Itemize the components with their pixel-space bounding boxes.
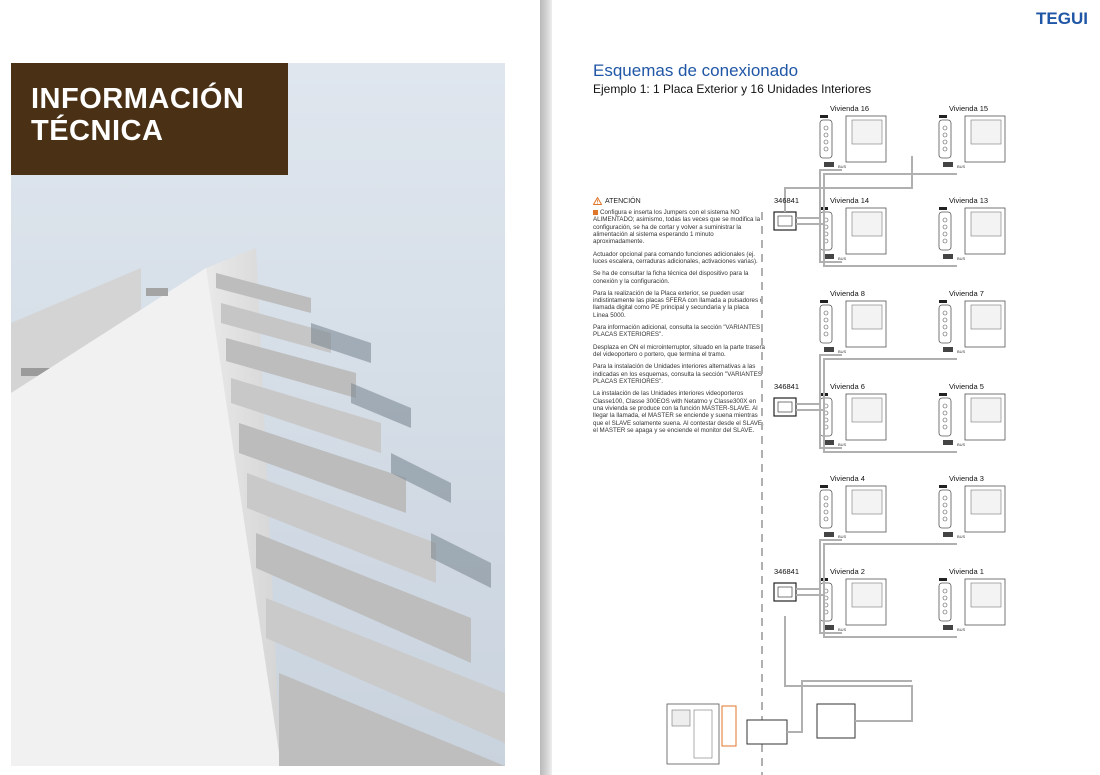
bus-wire	[796, 540, 842, 589]
bus-wire	[796, 170, 842, 218]
bus-label: BUS	[838, 534, 847, 539]
bus-terminal-icon	[824, 440, 834, 445]
distributor-module-icon	[774, 583, 796, 601]
module-label: 346841	[774, 567, 800, 576]
handset-icon	[820, 212, 832, 250]
unit-label: Vivienda 14	[830, 196, 870, 205]
bus-label: BUS	[838, 164, 847, 169]
unit-label: Vivienda 16	[830, 104, 870, 113]
outdoor-panel-keypad-icon	[694, 710, 712, 758]
attention-text: Configura e inserta los Jumpers con el sistema NO ALIMENTADO; asimismo, todas las veces que se modifica la configuración, se ha de cortar y volver a suministrar la alimentación al sistema esperando 1 minuto aproximadamente.	[593, 209, 761, 246]
interface-module-icon	[747, 720, 787, 744]
title-line-1: INFORMACIÓN	[31, 83, 245, 115]
unit-label: Vivienda 4	[830, 474, 865, 483]
jumper-icon	[820, 115, 828, 118]
bus-label: BUS	[957, 627, 966, 632]
bus-terminal-icon	[943, 532, 953, 537]
monitor-screen-icon	[852, 212, 882, 236]
unit-label: Vivienda 3	[949, 474, 984, 483]
wiring-diagram	[552, 96, 1100, 775]
bus-label: BUS	[957, 256, 966, 261]
bus-wire	[796, 355, 842, 404]
monitor-screen-icon	[852, 398, 882, 422]
bus-label: BUS	[957, 442, 966, 447]
jumper-icon	[820, 300, 828, 303]
brand-logo: TEGUI	[1036, 9, 1088, 28]
power-supply-icon	[817, 704, 855, 738]
handset-icon	[939, 120, 951, 158]
bus-label: BUS	[957, 534, 966, 539]
monitor-screen-icon	[971, 212, 1001, 236]
monitor-screen-icon	[852, 305, 882, 329]
page-heading: Esquemas de conexionado	[593, 61, 799, 80]
bus-terminal-icon	[943, 162, 953, 167]
supply-wire	[855, 686, 912, 721]
wiring-lines	[552, 96, 1100, 775]
attention-paragraph: Se ha de consultar la ficha técnica del dispositivo para la conexión y la configuración.	[593, 270, 749, 285]
handset-icon	[939, 212, 951, 250]
monitor-screen-icon	[852, 120, 882, 144]
module-label: 346841	[774, 382, 800, 391]
trunk-wire	[785, 616, 912, 696]
unit-label: Vivienda 8	[830, 289, 865, 298]
bus-terminal-icon	[943, 625, 953, 630]
page-subheading: Ejemplo 1: 1 Placa Exterior y 16 Unidades Interiores	[593, 82, 872, 96]
attention-paragraph: Para la realización de la Placa exterior, se pueden usar indistintamente las placas SFERA con llamada a pulsadores o llamada digital como PE principal y secundaria y la placa Línea 5000.	[593, 289, 764, 319]
bus-terminal-icon	[824, 532, 834, 537]
jumper-icon	[939, 578, 947, 581]
handset-icon	[820, 120, 832, 158]
monitor-screen-icon	[852, 490, 882, 514]
bus-label: BUS	[838, 442, 847, 447]
bus-label: BUS	[957, 164, 966, 169]
bus-label: BUS	[838, 349, 847, 354]
title-line-2: TÉCNICA	[31, 115, 164, 147]
monitor-screen-icon	[971, 490, 1001, 514]
attention-paragraph: Actuador opcional para comando funciones adicionales (ej. luces escalera, cerraduras adicionales, activaciones varias).	[593, 250, 758, 265]
unit-label: Vivienda 6	[830, 382, 865, 391]
monitor-screen-icon	[971, 583, 1001, 607]
distributor-module-icon	[774, 398, 796, 416]
bus-terminal-icon	[824, 347, 834, 352]
bus-label: BUS	[838, 627, 847, 632]
attention-paragraph: Desplaza en ON el microinterruptor, situado en la parte trasera del videoportero o portero, que termina el tramo.	[593, 343, 765, 358]
bus-terminal-icon	[943, 440, 953, 445]
outdoor-panel-camera-icon	[672, 710, 690, 726]
unit-label: Vivienda 7	[949, 289, 984, 298]
attention-paragraph: Para información adicional, consulta la sección "VARIANTES PLACAS EXTERIORES".	[593, 324, 761, 339]
bus-terminal-icon	[943, 254, 953, 259]
jumper-icon	[939, 485, 947, 488]
bus-terminal-icon	[824, 254, 834, 259]
bus-label: BUS	[957, 349, 966, 354]
monitor-screen-icon	[852, 583, 882, 607]
unit-label: Vivienda 13	[949, 196, 989, 205]
unit-label: Vivienda 15	[949, 104, 989, 113]
jumper-icon	[939, 300, 947, 303]
attention-title: ATENCIÓN	[605, 197, 641, 205]
monitor-screen-icon	[971, 398, 1001, 422]
attention-paragraph: La instalación de las Unidades interiores videoporteros Classe100, Classe 300EOS with Netatmo y Classe300X en una vivienda se produce con la función MASTER-SLAVE. Al llegar la llamada, el MASTER se enciende y suena mientras que el SLAVE solamente suena. Al contestar desde el SLAVE, el MASTER se apaga y se enciende el monitor del SLAVE.	[593, 390, 764, 434]
unit-label: Vivienda 5	[949, 382, 984, 391]
unit-label: Vivienda 2	[830, 567, 865, 576]
left-page	[0, 0, 540, 775]
bus-terminal-icon	[943, 347, 953, 352]
attention-paragraph: Para la instalación de Unidades interiores alternativas a las indicadas en los esquemas, consulta la sección "VARIANTES PLACAS EXTERIORES".	[593, 363, 762, 385]
unit-label: Vivienda 1	[949, 567, 984, 576]
distributor-module-icon	[774, 212, 796, 230]
jumper-icon	[939, 115, 947, 118]
monitor-screen-icon	[971, 120, 1001, 144]
module-label: 346841	[774, 196, 800, 205]
jumper-icon	[939, 393, 947, 396]
actuator-icon	[722, 706, 736, 746]
jumper-icon	[939, 207, 947, 210]
bus-terminal-icon	[824, 625, 834, 630]
book-spine	[540, 0, 552, 775]
section-title-box	[11, 63, 288, 175]
bus-label: BUS	[838, 256, 847, 261]
jumper-icon	[820, 485, 828, 488]
bus-terminal-icon	[824, 162, 834, 167]
monitor-screen-icon	[971, 305, 1001, 329]
